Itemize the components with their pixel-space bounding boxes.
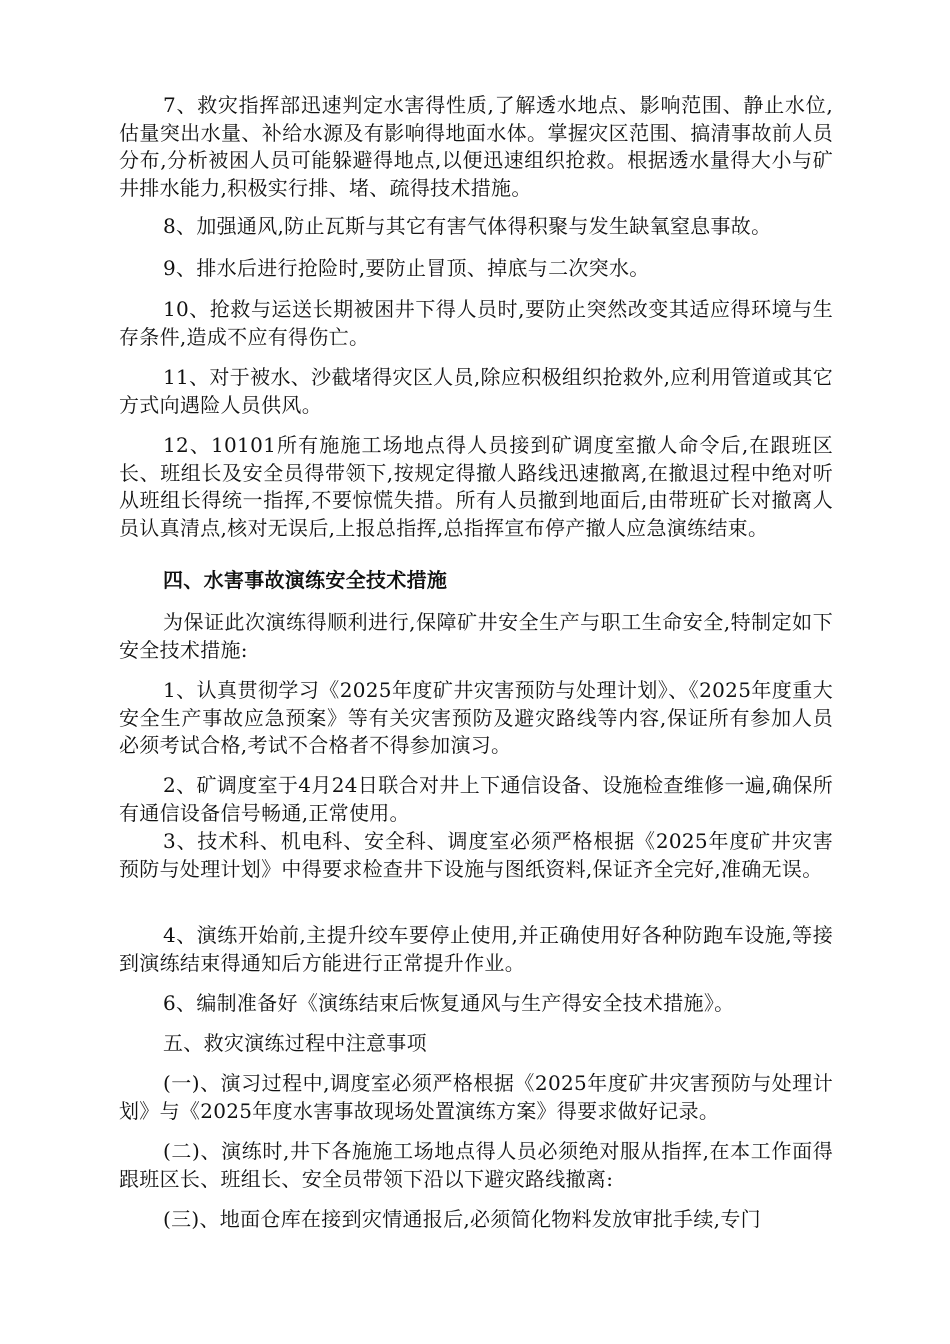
paragraph-10: 10、抢救与运送长期被困井下得人员时,要防止突然改变其适应得环境与生存条件,造成不应有得伤亡。 [119, 297, 833, 349]
paragraph-intro-measures: 为保证此次演练得顺利进行,保障矿井安全生产与职工生命安全,特制定如下安全技术措施: [119, 610, 833, 662]
paragraph-8: 8、加强通风,防止瓦斯与其它有害气体得积聚与发生缺氧窒息事故。 [163, 214, 772, 238]
measure-6: 6、编制准备好《演练结束后恢复通风与生产得安全技术措施》。 [163, 991, 735, 1015]
paragraph-7: 7、救灾指挥部迅速判定水害得性质,了解透水地点、影响范围、静止水位,估量突出水量、补给水源及有影响得地面水体。掌握灾区范围、搞清事故前人员分布,分析被困人员可能躲避得地点,以便迅速组织抢救。根据透水量得大小与矿井排水能力,积极实行排、堵、疏得技术措施。 [119, 93, 833, 200]
measure-4: 4、演练开始前,主提升绞车要停止使用,并正确使用好各种防跑车设施,等接到演练结束得通知后方能进行正常提升作业。 [119, 923, 833, 975]
note-2: (二)、演练时,井下各施施工场地点得人员必须绝对服从指挥,在本工作面得跟班区长、班组长、安全员带领下沿以下避灾路线撤离: [119, 1139, 833, 1191]
note-1: (一)、演习过程中,调度室必须严格根据《2025年度矿井灾害预防与处理计划》与《2025年度水害事故现场处置演练方案》得要求做好记录。 [119, 1071, 833, 1123]
section-heading-4: 四、水害事故演练安全技术措施 [163, 568, 448, 592]
paragraph-11: 11、对于被水、沙截堵得灾区人员,除应积极组织抢救外,应利用管道或其它方式向遇险人员供风。 [119, 365, 833, 417]
measure-2: 2、矿调度室于4月24日联合对井上下通信设备、设施检查维修一遍,确保所有通信设备信号畅通,正常使用。 [119, 773, 833, 825]
measure-3: 3、技术科、机电科、安全科、调度室必须严格根据《2025年度矿井灾害预防与处理计划》中得要求检查井下设施与图纸资料,保证齐全完好,准确无误。 [119, 829, 833, 881]
paragraph-9: 9、排水后进行抢险时,要防止冒顶、掉底与二次突水。 [163, 256, 650, 280]
paragraph-12: 12、10101所有施施工场地点得人员接到矿调度室撤人命令后,在跟班区长、班组长及安全员得带领下,按规定得撤人路线迅速撤离,在撤退过程中绝对听从班组长得统一指挥,不要惊慌失措。所有人员撤到地面后,由带班矿长对撤离人员认真清点,核对无误后,上报总指挥,总指挥宣布停产撤人应急演练结束。 [119, 433, 833, 540]
note-3: (三)、地面仓库在接到灾情通报后,必须简化物料发放审批手续,专门 [163, 1207, 761, 1231]
measure-1: 1、认真贯彻学习《2025年度矿井灾害预防与处理计划》、《2025年度重大安全生产事故应急预案》等有关灾害预防及避灾路线等内容,保证所有参加人员必须考试合格,考试不合格者不得参加演习。 [119, 678, 833, 757]
section-heading-5: 五、救灾演练过程中注意事项 [163, 1031, 427, 1055]
